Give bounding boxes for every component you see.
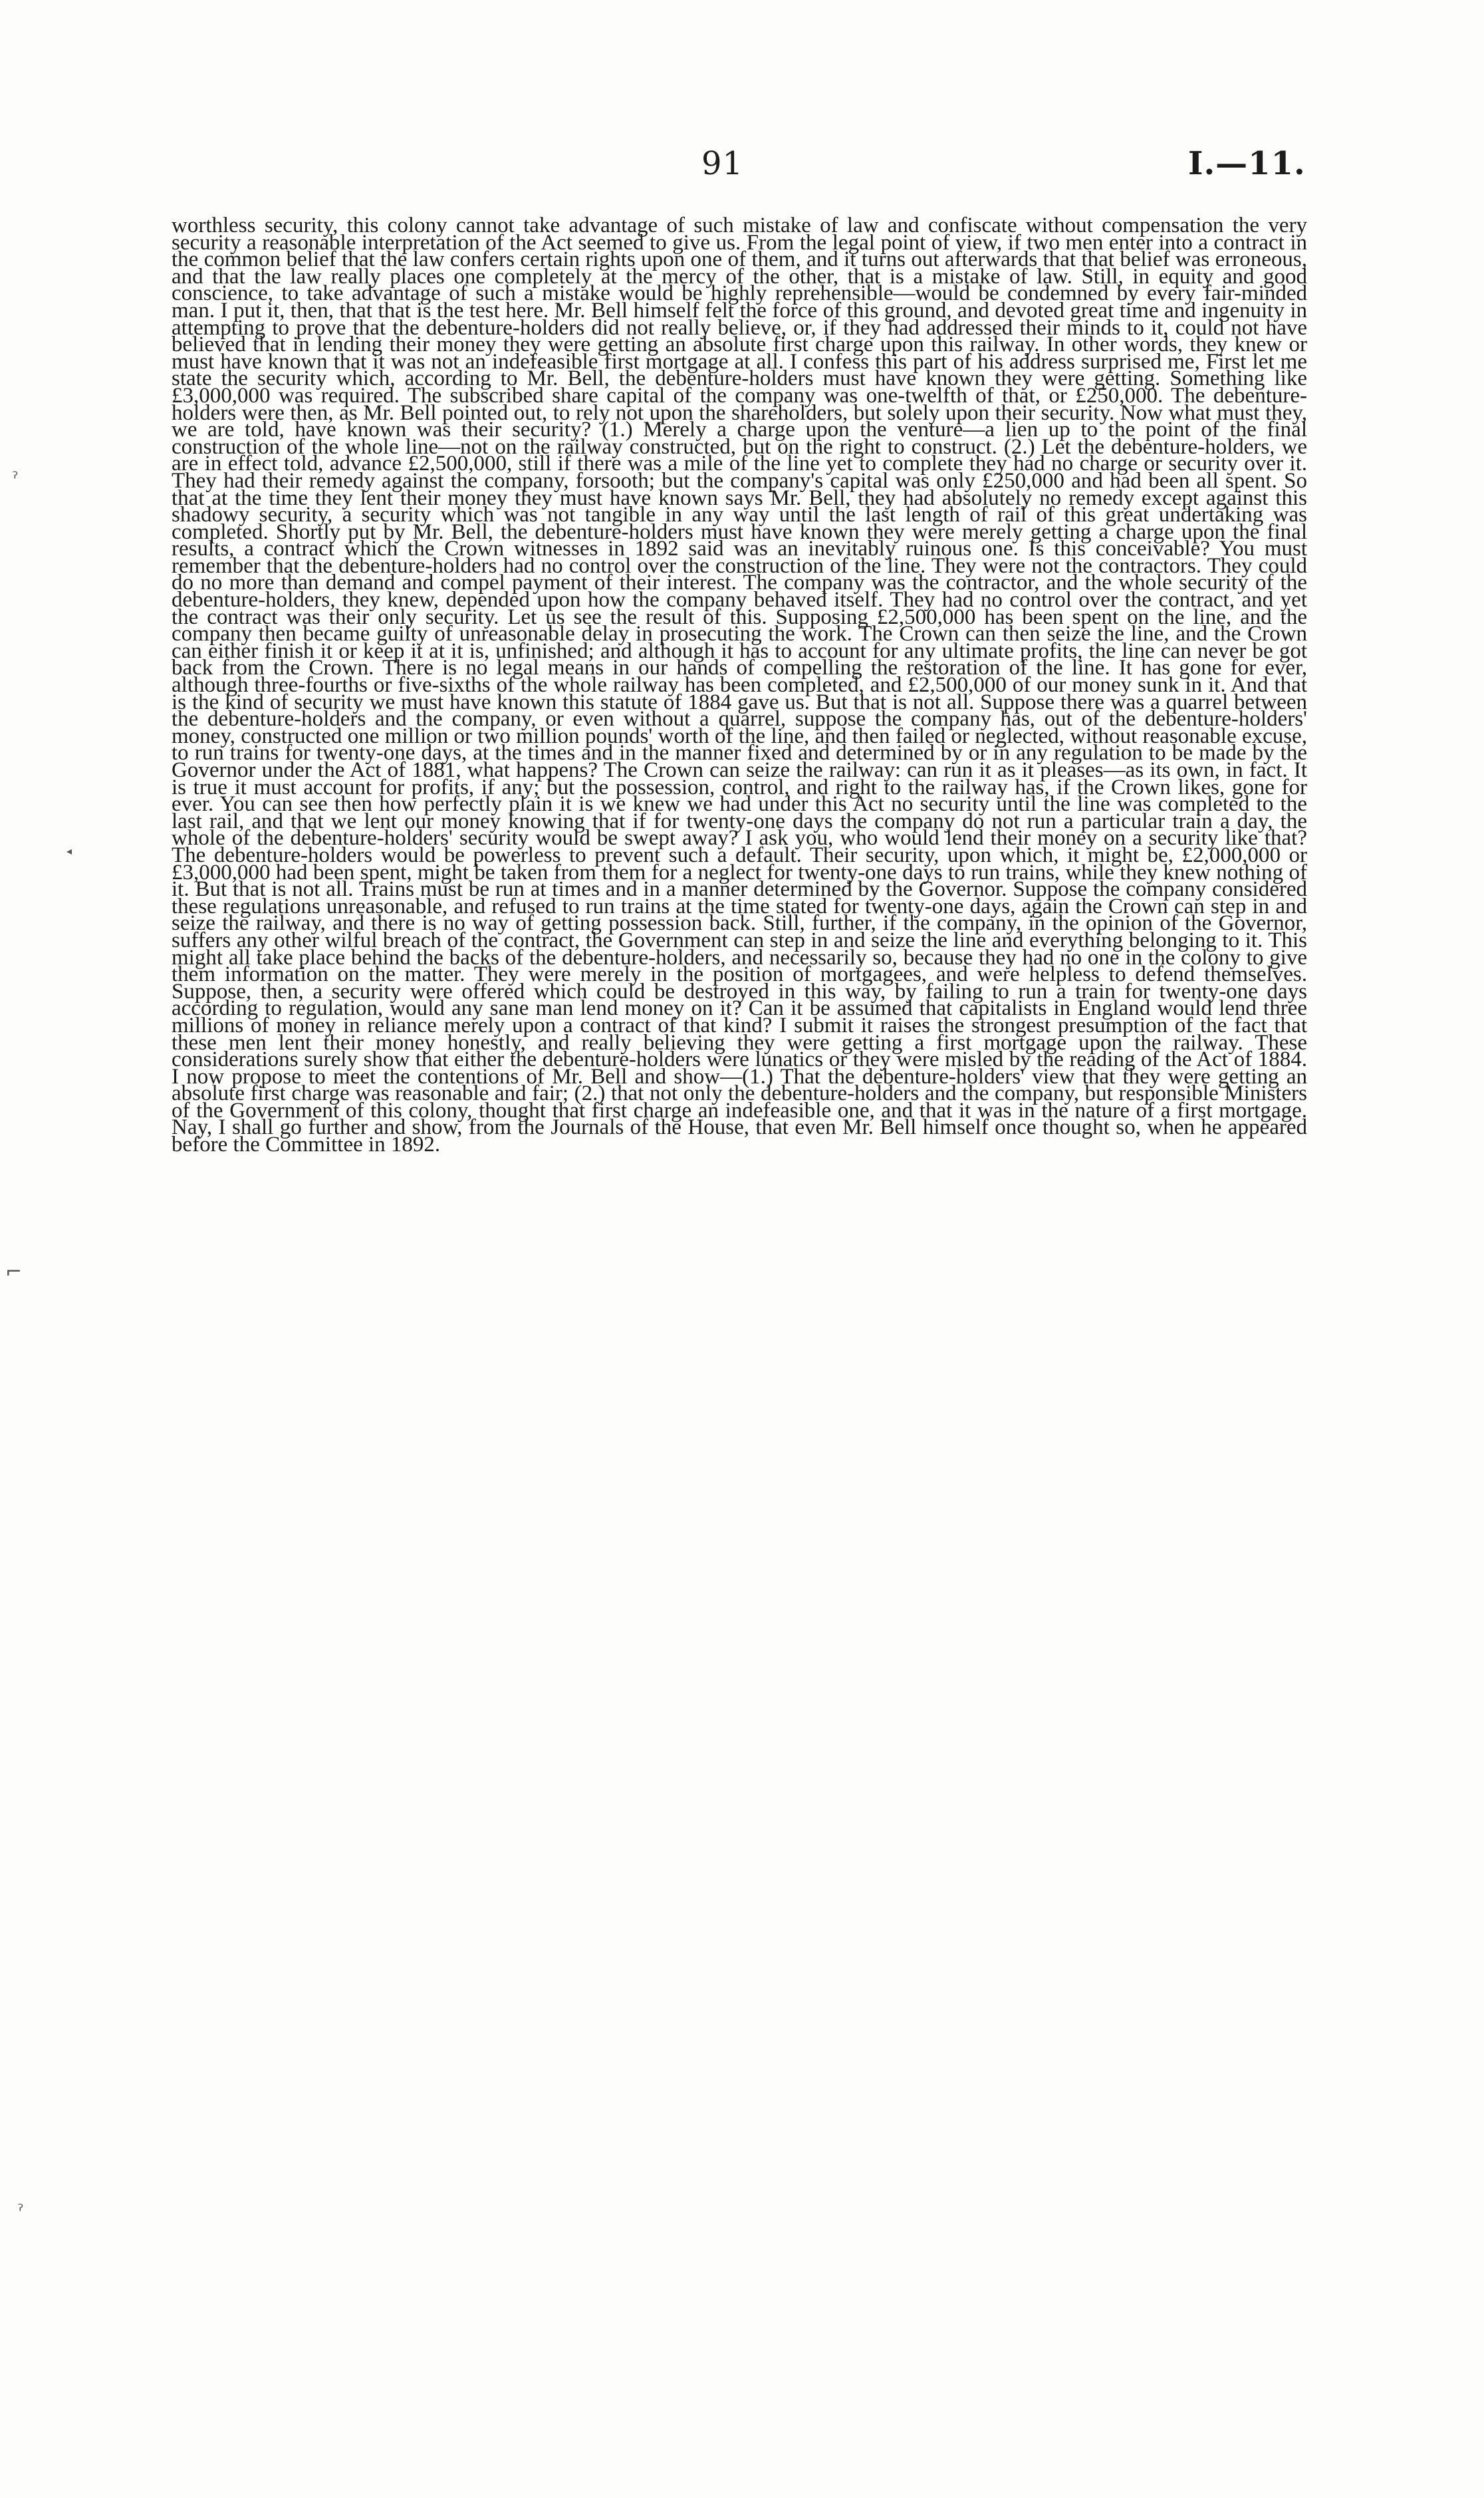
- margin-mark-icon: ˀ: [17, 2201, 24, 2221]
- body-paragraph: worthless security, this colony cannot take advantage of such mistake of law and confiscate without compensation the very security a reasonable interpretation of the Act seemed to give us. From the legal point of view, if two men enter into a contract in the common belief that the law confers certain rights upon one of them, and it turns out afterwards that that belief was erroneous, and that the law really places one completely at the mercy of the other, that is a mistake of law. Still, in equity and good conscience, to take advantage of such a mistake would be highly reprehensible—would be condemned by every fair-minded man. I put it, then, that that is the test here. Mr. Bell himself felt the force of this ground, and devoted great time and ingenuity in attempting to prove that the debenture-holders did not really believe, or, if they had addressed their minds to it, could not have believed that in lending their money they were getting an absolute first charge upon this railway. In other words, they knew or must have known that it was not an indefeasible first mortgage at all. I confess this part of his address surprised me, First let me state the security which, according to Mr. Bell, the debenture-holders must have known they were getting. Something like £3,000,000 was required. The subscribed share capital of the company was one-twelfth of that, or £250,000. The debenture-holders were then, as Mr. Bell pointed out, to rely not upon the shareholders, but solely upon their security. Now what must they, we are told, have known was their security? (1.) Merely a charge upon the venture—a lien up to the point of the final construction of the whole line—not on the railway constructed, but on the right to construct. (2.) Let the debenture-holders, we are in effect told, advance £2,500,000, still if there was a mile of the line yet to complete they had no charge or security over it. They had their remedy against the company, forsooth; but the company's capital was only £250,000 and had been all spent. So that at the time they lent their money they must have known says Mr. Bell, they had absolutely no remedy except against this shadowy security, a security which was not tangible in any way until the last length of rail of this great undertaking was completed. Shortly put by Mr. Bell, the debenture-holders must have known they were merely getting a charge upon the final results, a contract which the Crown witnesses in 1892 said was an inevitably ruinous one. Is this conceivable? You must remember that the debenture-holders had no control over the construction of the line. They were not the contractors. They could do no more than demand and compel payment of their interest. The company was the contractor, and the whole security of the debenture-holders, they knew, depended upon how the company behaved itself. They had no control over the contract, and yet the contract was their only security. Let us see the result of this. Supposing £2,500,000 has been spent on the line, and the company then became guilty of unreasonable delay in prosecuting the work. The Crown can then seize the line, and the Crown can either finish it or keep it at it is, unfinished; and although it has to account for any ultimate profits, the line can never be got back from the Crown. There is no legal means in our hands of compelling the restoration of the line. It has gone for ever, although three-fourths or five-sixths of the whole railway has been completed, and £2,500,000 of our money sunk in it. And that is the kind of security we must have known this statute of 1884 gave us. But that is not all. Suppose there was a quarrel between the debenture-holders and the company, or even without a quarrel, suppose the company has, out of the debenture-holders' money, constructed one million or two million pounds' worth of the line, and then failed or neglected, without reasonable excuse, to run trains for twenty-one days, at the times and in the manner fixed and determined by or in any regulation to be made by the Governor under the Act of 1881, what happens? The Crown can seize the railway: can run it as it pleases—as its own, in fact. It is true it must account for profits, if any; but the possession, control, and right to the railway has, if the Crown likes, gone for ever. You can see then how perfectly plain it is we knew we had under this Act no security until the line was completed to the last rail, and that we lent our money knowing that if for twenty-one days the company do not run a particular train a day, the whole of the debenture-holders' security would be swept away? I ask you, who would lend their money on a security like that? The debenture-holders would be powerless to prevent such a default. Their security, upon which, it might be, £2,000,000 or £3,000,000 had been spent, might be taken from them for a neglect for twenty-one days to run trains, while they knew nothing of it. But that is not all. Trains must be run at times and in a manner determined by the Governor. Suppose the company considered these regulations unreasonable, and refused to run trains at the time stated for twenty-one days, again the Crown can step in and seize the railway, and there is no way of getting possession back. Still, further, if the company, in the opinion of the Governor, suffers any other wilful breach of the contract, the Government can step in and seize the line and everything belonging to it. This might all take place behind the backs of the debenture-holders, and necessarily so, because they had no one in the colony to give them information on the matter. They were merely in the position of mortgagees, and were helpless to defend themselves. Suppose, then, a security were offered which could be destroyed in this way, by failing to run a train for twenty-one days according to regulation, would any sane man lend money on it? Can it be assumed that capitalists in England would lend three millions of money in reliance merely upon a contract of that kind? I submit it raises the strongest presumption of the fact that these men lent their money honestly, and really believing they were getting a first mortgage upon the railway. These considerations surely show that either the debenture-holders were lunatics or they were misled by the reading of the Act of 1884. I now propose to meet the contentions of Mr. Bell and show—(1.) That the debenture-holders' view that they were getting an absolute first charge was reasonable and fair; (2.) that not only the debenture-holders and the company, but responsible Ministers of the Government of this colony, thought that first charge an indefeasible one, and that it was in the nature of a first mortgage. Nay, I shall go further and show, from the Journals of the House, that even Mr. Bell himself once thought so, when he appeared before the Committee in 1892.: [172, 213, 1307, 1157]
- margin-dot-icon: ◂: [66, 845, 72, 857]
- margin-tick-icon: ⌐: [5, 1260, 23, 1284]
- margin-mark-icon: ˀ: [12, 469, 19, 489]
- page-number: 91: [701, 145, 744, 182]
- series-reference: I.—11.: [1188, 145, 1306, 182]
- page-header: [0, 145, 1484, 198]
